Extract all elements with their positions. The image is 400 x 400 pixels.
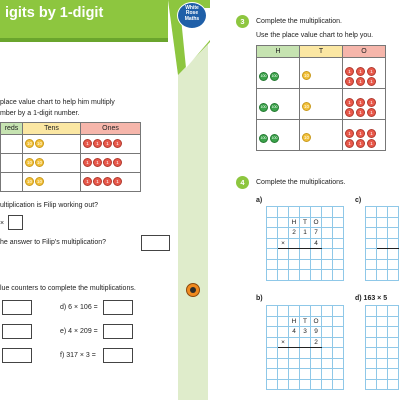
question-working: ultiplication is Filip working out? xyxy=(0,202,99,209)
mult-d: d) 6 × 106 = xyxy=(60,304,98,311)
ones-counter: 1 xyxy=(356,98,365,107)
part-a-label: a) xyxy=(256,197,263,204)
chart-row xyxy=(1,154,141,173)
multiplier-answer-box[interactable] xyxy=(8,215,23,230)
grid-a-multiplier: 4 xyxy=(311,238,322,249)
times-sign: × xyxy=(0,220,5,227)
hundreds-counter: 100 xyxy=(270,72,279,81)
ones-cell xyxy=(345,129,383,148)
tens-counter: 10 xyxy=(26,179,32,185)
grid-a-digit: 7 xyxy=(311,228,322,239)
hundreds-cell xyxy=(1,173,23,192)
hundreds-cell xyxy=(1,135,23,154)
answer-box-b[interactable] xyxy=(2,324,32,339)
tens-counter: 10 xyxy=(26,160,32,166)
grid-b-digit: 9 xyxy=(311,327,322,338)
tens-counter: 10 xyxy=(36,160,42,166)
title-banner xyxy=(0,0,168,42)
grid-b-o: O xyxy=(311,316,322,327)
grid-a-digit: 1 xyxy=(300,228,311,239)
part-b-label: b) xyxy=(256,295,263,302)
ones-cell xyxy=(81,154,141,173)
ones-counter: 1 xyxy=(356,108,365,117)
ones-counter: 1 xyxy=(345,98,354,107)
hundreds-cell xyxy=(259,134,297,143)
hundreds-cell xyxy=(1,154,23,173)
mult-f: f) 317 × 3 = xyxy=(60,352,96,359)
ones-counter: 1 xyxy=(356,67,365,76)
white-rose-maths-logo xyxy=(177,2,207,29)
tens-counter: 10 xyxy=(36,179,42,185)
header-hundreds: reds xyxy=(1,123,23,135)
hundreds-counter: 100 xyxy=(270,134,279,143)
grid-b-t: T xyxy=(300,316,311,327)
ones-counter: 1 xyxy=(356,77,365,86)
column-grid-d xyxy=(365,305,399,390)
tens-counter: 10 xyxy=(26,141,32,147)
ones-counter: 1 xyxy=(356,129,365,138)
ladybird-icon xyxy=(186,283,200,297)
ones-counter: 1 xyxy=(345,77,354,86)
header-ones: Ones xyxy=(81,123,141,135)
ones-counter: 1 xyxy=(356,139,365,148)
column-grid-b xyxy=(266,305,344,390)
ones-counter: 1 xyxy=(103,139,112,148)
part-d-label: d) 163 × 5 xyxy=(355,295,388,302)
ones-counter: 1 xyxy=(345,108,354,117)
tens-counter: 10 xyxy=(303,104,309,109)
ones-cell xyxy=(345,67,383,86)
grid-b-digit: 4 xyxy=(289,327,300,338)
ones-counter: 1 xyxy=(103,177,112,186)
q4-instruction: Complete the multiplications. xyxy=(256,179,346,186)
ones-cell xyxy=(345,98,383,117)
intro-text-line2: mber by a 1-digit number. xyxy=(0,110,80,117)
column-grid-c xyxy=(365,206,399,281)
grid-a-times: × xyxy=(278,238,289,249)
ones-counter: 1 xyxy=(367,98,376,107)
place-value-chart-left xyxy=(0,122,141,192)
hundreds-cell xyxy=(259,72,297,81)
ones-counter: 1 xyxy=(83,158,92,167)
answer-box-d[interactable] xyxy=(103,300,133,315)
tens-cell xyxy=(23,135,81,154)
part-c-label: c) xyxy=(355,197,362,204)
hundreds-counter: 100 xyxy=(259,103,268,112)
logo-line1: White xyxy=(185,5,199,11)
grid-a-h: H xyxy=(289,217,300,228)
grid-a-t: T xyxy=(300,217,311,228)
grid-a-o: O xyxy=(311,217,322,228)
ones-counter: 1 xyxy=(345,139,354,148)
ones-counter: 1 xyxy=(367,67,376,76)
ones-counter: 1 xyxy=(345,129,354,138)
grid-b-multiplier: 2 xyxy=(311,337,322,348)
ones-counter: 1 xyxy=(367,77,376,86)
ones-counter: 1 xyxy=(113,158,122,167)
header-tens: Tens xyxy=(23,123,81,135)
header-ones: O xyxy=(343,46,386,58)
answer-box-c[interactable] xyxy=(2,348,32,363)
grid-b-h: H xyxy=(289,316,300,327)
tens-counter: 10 xyxy=(36,141,42,147)
chart-row xyxy=(257,58,386,89)
ones-counter: 1 xyxy=(367,139,376,148)
ones-counter: 1 xyxy=(93,139,102,148)
hundreds-counter: 100 xyxy=(270,103,279,112)
question-4-number: 4 xyxy=(236,176,249,189)
grid-b-times: × xyxy=(278,337,289,348)
header-hundreds: H xyxy=(257,46,300,58)
header-tens: T xyxy=(300,46,343,58)
chart-row xyxy=(257,120,386,151)
ones-counter: 1 xyxy=(93,158,102,167)
answer-box-f[interactable] xyxy=(103,348,133,363)
logo-line2: Rose xyxy=(185,10,199,17)
ones-counter: 1 xyxy=(345,67,354,76)
grid-b-digit: 3 xyxy=(300,327,311,338)
answer-box[interactable] xyxy=(141,235,170,251)
tens-cell xyxy=(302,133,340,142)
tens-cell xyxy=(302,102,340,111)
place-value-chart-right xyxy=(256,45,386,151)
tens-cell xyxy=(23,173,81,192)
ones-cell xyxy=(81,173,141,192)
q3-instruction: Complete the multiplication. xyxy=(256,18,342,25)
question-3-number: 3 xyxy=(236,15,249,28)
hundreds-counter: 100 xyxy=(259,72,268,81)
tens-counter: 10 xyxy=(303,73,309,78)
ones-counter: 1 xyxy=(83,139,92,148)
ones-counter: 1 xyxy=(113,139,122,148)
hundreds-counter: 100 xyxy=(259,134,268,143)
chart-row xyxy=(257,89,386,120)
ones-counter: 1 xyxy=(93,177,102,186)
page-title: igits by 1-digit xyxy=(5,5,104,21)
column-grid-a xyxy=(266,206,344,281)
hundreds-cell xyxy=(259,103,297,112)
tens-counter: 10 xyxy=(303,135,309,140)
logo-line3: Maths xyxy=(184,15,200,22)
answer-box-e[interactable] xyxy=(103,324,133,339)
chart-row xyxy=(1,135,141,154)
answer-box-a[interactable] xyxy=(2,300,32,315)
tens-cell xyxy=(302,71,340,80)
chart-row xyxy=(1,173,141,192)
ones-counter: 1 xyxy=(367,108,376,117)
mult-e: e) 4 × 209 = xyxy=(60,328,98,335)
ones-counter: 1 xyxy=(367,129,376,138)
ones-counter: 1 xyxy=(83,177,92,186)
grid-a-digit: 2 xyxy=(289,228,300,239)
ones-counter: 1 xyxy=(113,177,122,186)
intro-text-line1: place value chart to help him multiply xyxy=(0,99,115,106)
ones-cell xyxy=(81,135,141,154)
q3-hint: Use the place value chart to help you. xyxy=(256,32,374,39)
ones-counter: 1 xyxy=(103,158,112,167)
question-answer: he answer to Filip's multiplication? xyxy=(0,239,106,246)
question-counters: lue counters to complete the multiplications. xyxy=(0,285,136,292)
tens-cell xyxy=(23,154,81,173)
